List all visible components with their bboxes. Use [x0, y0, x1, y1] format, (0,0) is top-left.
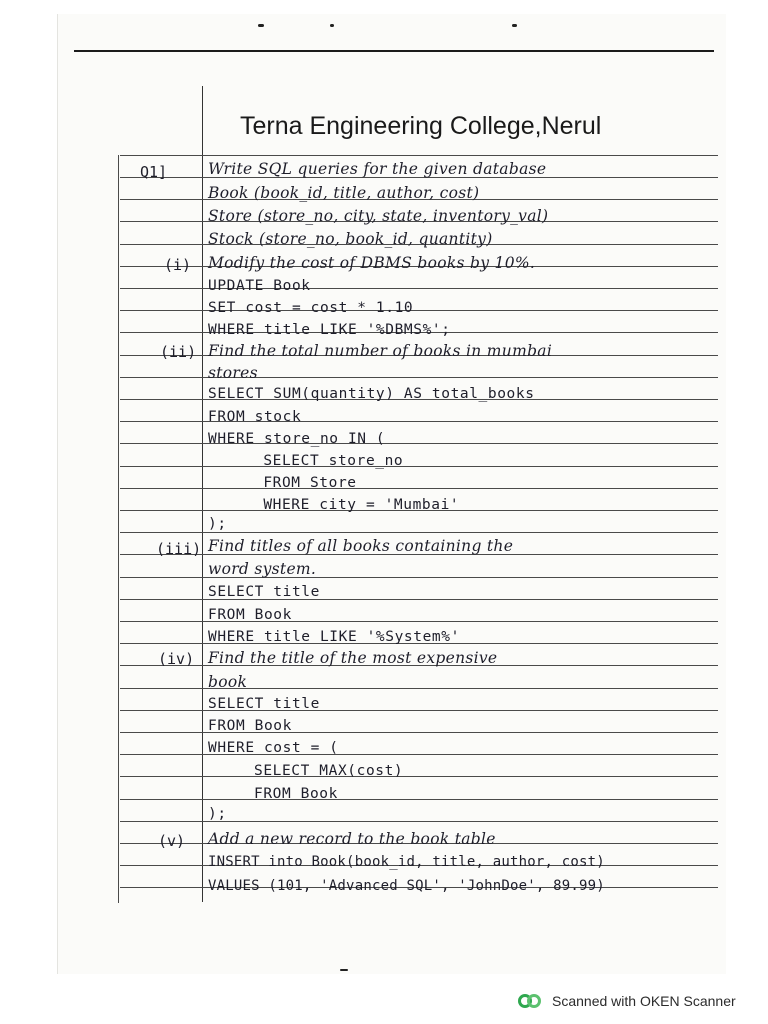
answer-line: ); [208, 516, 227, 532]
answer-line: Add a new record to the book table [208, 830, 496, 848]
answer-line: Modify the cost of DBMS books by 10%. [208, 254, 536, 272]
answer-line: INSERT into Book(book_id, title, author, cost) [208, 854, 605, 870]
answer-line: WHERE title LIKE '%DBMS%'; [208, 322, 451, 338]
answer-line: SELECT title [208, 696, 320, 712]
answer-line: WHERE title LIKE '%System%' [208, 629, 460, 645]
answer-line: Find titles of all books containing the [208, 537, 514, 555]
ruled-line [120, 488, 718, 489]
oken-scanner-icon [518, 992, 544, 1010]
ink-mark [340, 969, 348, 971]
answer-line: Write SQL queries for the given database [208, 160, 547, 178]
answer-line: Stock (store_no, book_id, quantity) [208, 230, 493, 248]
ruled-line [120, 466, 718, 467]
sub-question-label: (ii) [160, 343, 197, 361]
answer-line: stores [208, 364, 258, 382]
sub-question-label: (i) [164, 256, 192, 274]
sub-question-label: (iv) [158, 650, 195, 668]
sub-question-label: (v) [158, 832, 186, 850]
answer-line: WHERE city = 'Mumbai' [226, 497, 460, 513]
question-label: Q1] [140, 163, 168, 181]
answer-line: SELECT store_no [226, 453, 404, 469]
ink-mark [258, 24, 264, 27]
answer-line: UPDATE Book [208, 278, 311, 294]
answer-line: FROM stock [208, 409, 302, 425]
answer-line: ); [208, 806, 227, 822]
answer-line: Book (book_id, title, author, cost) [208, 184, 480, 202]
header-rule [74, 50, 714, 52]
answer-line: SELECT SUM(quantity) AS total_books [208, 386, 535, 402]
answer-line: Find the title of the most expensive [208, 649, 498, 667]
ruled-line [120, 776, 718, 777]
answer-line: WHERE store_no IN ( [208, 431, 386, 447]
answer-line: FROM Book [226, 786, 338, 802]
answer-line: FROM Store [226, 475, 357, 491]
ruled-line [120, 799, 718, 800]
answer-line: Find the total number of books in mumbai [208, 342, 553, 360]
sub-question-label: (iii) [156, 540, 202, 558]
ruled-line [120, 155, 718, 156]
ink-mark [330, 24, 334, 27]
answer-line: book [208, 673, 248, 691]
answer-line: FROM Book [208, 607, 292, 623]
answer-line: Store (store_no, city, state, inventory_val) [208, 207, 549, 225]
answer-line: SELECT title [208, 584, 320, 600]
college-title: Terna Engineering College,Nerul [240, 112, 602, 140]
answer-line: VALUES (101, 'Advanced SQL', 'JohnDoe', 89.99) [208, 878, 605, 894]
left-margin-rule [118, 155, 119, 903]
answer-line: SELECT MAX(cost) [226, 763, 404, 779]
scanner-watermark [518, 992, 736, 1010]
ink-mark [512, 24, 517, 27]
ruled-line [120, 532, 718, 533]
scanner-watermark-text: Scanned with OKEN Scanner [552, 993, 736, 1009]
answer-line: WHERE cost = ( [208, 740, 339, 756]
answer-line: SET cost = cost * 1.10 [208, 300, 414, 316]
answer-line: word system. [208, 560, 317, 578]
answer-line: FROM Book [208, 718, 292, 734]
margin-rule [202, 86, 203, 902]
